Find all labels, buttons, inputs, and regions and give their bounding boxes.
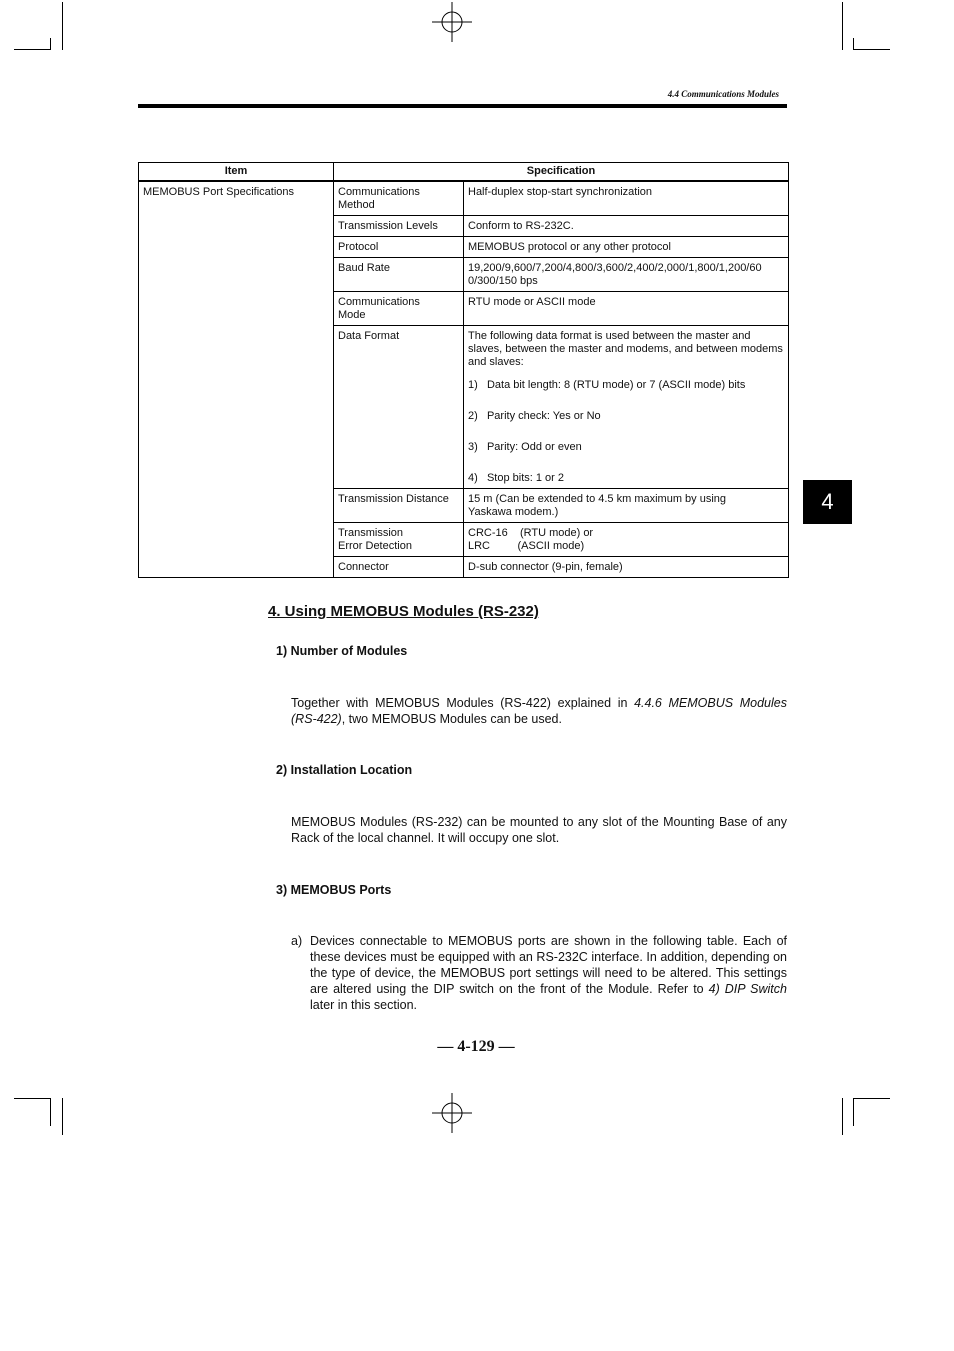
data-format-intro: The following data format is used between the master and slaves, between the master and modems, and between modems and slaves: (468, 330, 783, 368)
header-rule (138, 104, 787, 108)
data-format-item: 4) Stop bits: 1 or 2 (468, 472, 564, 484)
paragraph-memobus-ports: Devices connectable to MEMOBUS ports are shown in the following table. Each of these devices must be equipped with an RS-232C interface. In addition, depending on the type of device, the MEMOBUS port settings will need to be altered. This settings are altered using the DIP switch on the front of the Module. Refer to 4) DIP Switch later in this section. (310, 934, 787, 1012)
list-item-memobus-ports (291, 933, 787, 1013)
table-row (139, 181, 789, 216)
cross-reference: 4) DIP Switch (708, 982, 787, 996)
spec-label: Transmission Error Detection (334, 523, 464, 557)
registration-mark-bottom (432, 1093, 472, 1133)
spec-value: 19,200/9,600/7,200/4,800/3,600/2,400/2,000/1,800/1,200/60 0/300/150 bps (464, 258, 789, 292)
subsection-heading-installation-location: 2) Installation Location (276, 763, 413, 777)
running-header: 4.4 Communications Modules (667, 89, 779, 99)
spec-value-data-format (464, 326, 789, 489)
cross-reference: 4.4.6 MEMOBUS Modules (RS-422) (291, 696, 787, 726)
page-number: — 4-129 — (437, 1038, 515, 1055)
spec-label: Connector (334, 557, 464, 578)
spec-value: CRC-16 (RTU mode) or LRC (ASCII mode) (464, 523, 789, 557)
table-header-row (139, 163, 789, 182)
spec-value: MEMOBUS protocol or any other protocol (464, 237, 789, 258)
section-heading: 4. Using MEMOBUS Modules (RS-232) (268, 603, 539, 620)
paragraph-installation-location: MEMOBUS Modules (RS-232) can be mounted to any slot of the Mounting Base of any Rack of the local channel. It will occupy one slot. (291, 815, 787, 845)
spec-label: Data Format (334, 326, 464, 489)
spec-label: Transmission Distance (334, 489, 464, 523)
subsection-heading-number-of-modules: 1) Number of Modules (276, 644, 408, 658)
spec-value: Conform to RS-232C. (464, 216, 789, 237)
spec-value: RTU mode or ASCII mode (464, 292, 789, 326)
item-name: MEMOBUS Port Specifications (139, 181, 334, 578)
subsection-heading-memobus-ports: 3) MEMOBUS Ports (276, 883, 392, 897)
registration-mark-top (432, 2, 472, 42)
data-format-item: 3) Parity: Odd or even (468, 441, 582, 453)
paragraph-number-of-modules: Together with MEMOBUS Modules (RS-422) explained in 4.4.6 MEMOBUS Modules (RS-422), two MEMOBUS Modules can be used. (291, 696, 787, 726)
data-format-item: 1) Data bit length: 8 (RTU mode) or 7 (ASCII mode) bits (468, 379, 746, 391)
col-header-specification: Specification (334, 163, 789, 182)
spec-value: D-sub connector (9-pin, female) (464, 557, 789, 578)
spec-table (138, 162, 789, 578)
chapter-tab: 4 (803, 480, 852, 524)
spec-label: Transmission Levels (334, 216, 464, 237)
spec-label: Communications Mode (334, 292, 464, 326)
data-format-item: 2) Parity check: Yes or No (468, 410, 601, 422)
spec-label: Protocol (334, 237, 464, 258)
spec-value: Half-duplex stop-start synchronization (464, 181, 789, 216)
spec-label: Baud Rate (334, 258, 464, 292)
spec-value: 15 m (Can be extended to 4.5 km maximum by using Yaskawa modem.) (464, 489, 789, 523)
spec-label: Communications Method (334, 181, 464, 216)
col-header-item: Item (139, 163, 334, 182)
list-marker: a) (291, 934, 303, 948)
